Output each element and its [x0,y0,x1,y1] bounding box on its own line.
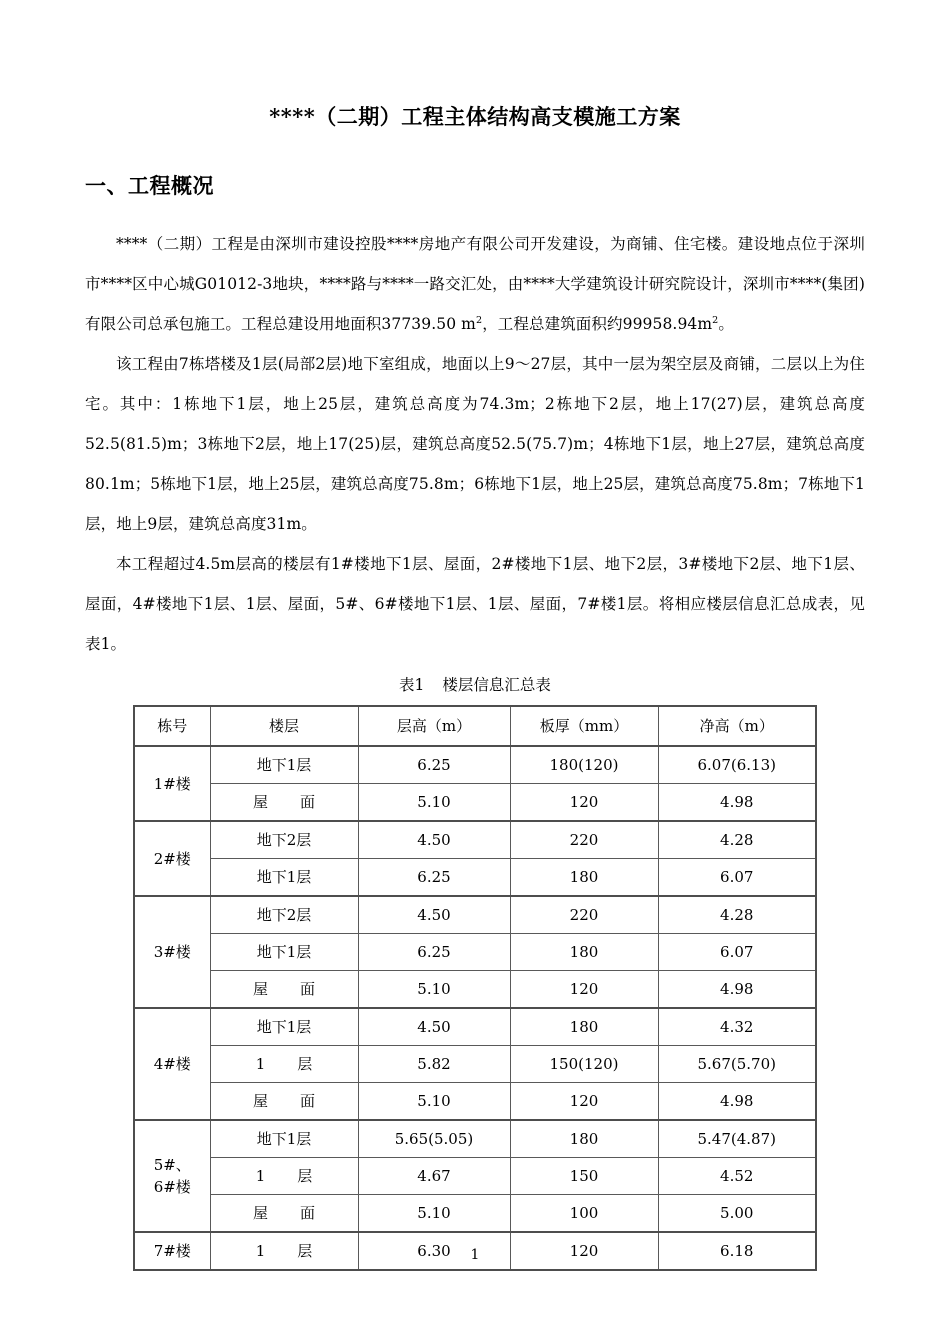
cell-story-height: 4.50 [358,1008,510,1046]
cell-clear-height: 4.28 [658,821,816,859]
cell-clear-height: 4.28 [658,896,816,934]
cell-clear-height: 6.18 [658,1232,816,1270]
table-row [134,1083,816,1121]
table-row [134,859,816,897]
page-number: 1 [470,1247,480,1263]
column-header-clear-height: 净高（m） [658,706,816,746]
table-row [134,971,816,1009]
cell-story-height: 6.25 [358,934,510,971]
cell-floor: 地下1层 [210,1120,358,1158]
cell-story-height: 4.50 [358,821,510,859]
cell-clear-height: 6.07 [658,934,816,971]
cell-clear-height: 4.98 [658,784,816,822]
cell-slab-thickness: 220 [510,896,658,934]
cell-story-height: 5.65(5.05) [358,1120,510,1158]
cell-clear-height: 4.32 [658,1008,816,1046]
cell-building: 1#楼 [134,746,210,821]
cell-floor: 1 层 [210,1046,358,1083]
cell-building: 7#楼 [134,1232,210,1270]
cell-clear-height: 4.52 [658,1158,816,1195]
cell-clear-height: 6.07 [658,859,816,897]
cell-floor: 地下2层 [210,821,358,859]
column-header-building: 栋号 [134,706,210,746]
floor-table-wrap [85,705,865,1271]
table-caption-title: 楼层信息汇总表 [442,676,551,694]
column-header-story-height: 层高（m） [358,706,510,746]
table-row [134,821,816,859]
cell-story-height: 5.82 [358,1046,510,1083]
table-row [134,1008,816,1046]
section-heading-overview: 一、工程概况 [85,173,214,198]
table-header-row [134,706,816,746]
table-row [134,1120,816,1158]
table-caption [85,664,865,705]
cell-slab-thickness: 100 [510,1195,658,1233]
cell-building: 4#楼 [134,1008,210,1120]
cell-building: 5#、 6#楼 [134,1120,210,1232]
cell-slab-thickness: 180 [510,1008,658,1046]
cell-slab-thickness: 150(120) [510,1046,658,1083]
cell-slab-thickness: 120 [510,1083,658,1121]
cell-slab-thickness: 120 [510,971,658,1009]
cell-story-height: 4.50 [358,896,510,934]
cell-slab-thickness: 120 [510,1232,658,1270]
cell-building: 3#楼 [134,896,210,1008]
cell-floor: 1 层 [210,1232,358,1270]
table-row [134,1158,816,1195]
cell-floor: 屋 面 [210,784,358,822]
paragraph-high-floors: 本工程超过4.5m层高的楼层有1#楼地下1层、屋面，2#楼地下1层、地下2层，3#楼地下2层、地下1层、屋面，4#楼地下1层、1层、屋面，5#、6#楼地下1层、1层、屋面，7#楼1层。将相应楼层信息汇总成表，见表1。 [85,555,865,653]
cell-slab-thickness: 150 [510,1158,658,1195]
cell-story-height: 5.10 [358,1195,510,1233]
table-row [134,746,816,784]
cell-slab-thickness: 120 [510,784,658,822]
cell-story-height: 6.30 [358,1232,510,1270]
cell-clear-height: 5.67(5.70) [658,1046,816,1083]
column-header-floor: 楼层 [210,706,358,746]
cell-building: 2#楼 [134,821,210,896]
cell-floor: 地下1层 [210,934,358,971]
cell-floor: 屋 面 [210,971,358,1009]
cell-slab-thickness: 180 [510,934,658,971]
floor-info-table [133,705,817,1271]
table-head [134,706,816,746]
cell-clear-height: 5.00 [658,1195,816,1233]
cell-clear-height: 6.07(6.13) [658,746,816,784]
table-row [134,784,816,822]
cell-story-height: 5.10 [358,971,510,1009]
cell-story-height: 4.67 [358,1158,510,1195]
cell-clear-height: 4.98 [658,971,816,1009]
cell-floor: 地下1层 [210,859,358,897]
cell-story-height: 5.10 [358,1083,510,1121]
cell-story-height: 5.10 [358,784,510,822]
paragraph-building-composition: 该工程由7栋塔楼及1层(局部2层)地下室组成，地面以上9～27层，其中一层为架空层及商铺，二层以上为住宅。其中：1栋地下1层，地上25层，建筑总高度为74.3m；2栋地下2层，地上17(27)层，建筑总高度52.5(81.5)m；3栋地下2层，地上17(25)层，建筑总高度52.5(75.7)m；4栋地下1层，地上27层，建筑总高度80.1m；5栋地下1层，地上25层，建筑总高度75.8m；6栋地下1层，地上25层，建筑总高度75.8m；7栋地下1层，地上9层，建筑总高度31m。 [85,355,865,533]
page-title: ****（二期）工程主体结构高支模施工方案 [269,104,681,129]
cell-floor: 地下1层 [210,746,358,784]
cell-slab-thickness: 180 [510,1120,658,1158]
column-header-slab-thickness: 板厚（mm） [510,706,658,746]
cell-story-height: 6.25 [358,746,510,784]
table-caption-label: 表1 [399,676,425,694]
paragraph-project-intro: ****（二期）工程是由深圳市建设控股****房地产有限公司开发建设，为商铺、住宅楼。建设地点位于深圳市****区中心城G01012-3地块，****路与****一路交汇处，由****大学建筑设计研究院设计，深圳市****(集团)有限公司总承包施工。工程总建设用地面积37739.50 $m^2$，工程总建筑面积约$99958.94m^2$。 [85,235,865,333]
cell-clear-height: 4.98 [658,1083,816,1121]
cell-floor: 地下1层 [210,1008,358,1046]
table-row [134,934,816,971]
cell-floor: 地下2层 [210,896,358,934]
table-body [134,746,816,1270]
cell-clear-height: 5.47(4.87) [658,1120,816,1158]
cell-story-height: 6.25 [358,859,510,897]
cell-floor: 1 层 [210,1158,358,1195]
overview-body [85,202,865,664]
cell-slab-thickness: 220 [510,821,658,859]
cell-slab-thickness: 180(120) [510,746,658,784]
cell-floor: 屋 面 [210,1083,358,1121]
cell-floor: 屋 面 [210,1195,358,1233]
table-row [134,1046,816,1083]
table-row [134,896,816,934]
table-row [134,1195,816,1233]
cell-slab-thickness: 180 [510,859,658,897]
